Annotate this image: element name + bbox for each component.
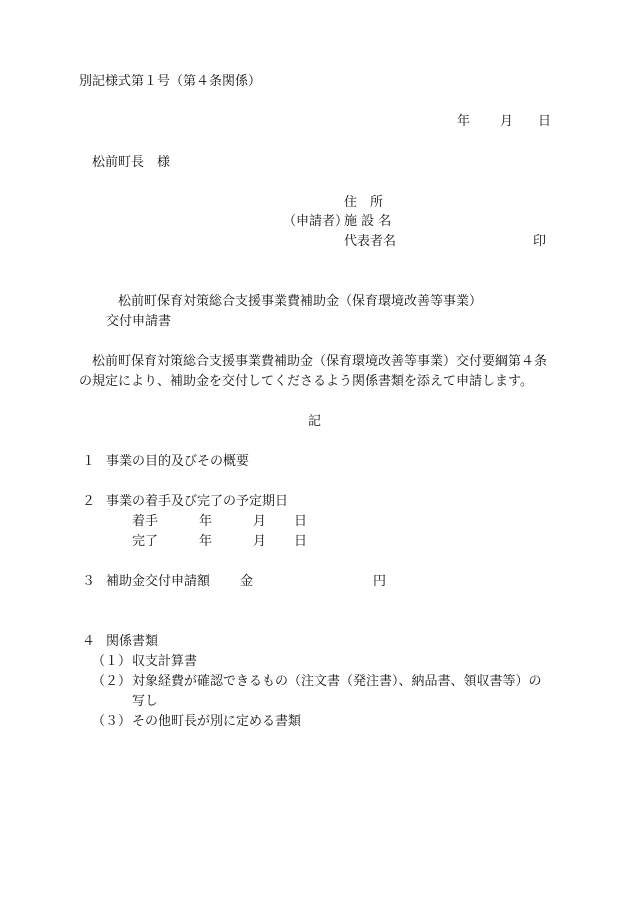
end-day: 日: [294, 534, 308, 549]
applicant-facility-name-label: 施 設 名: [344, 214, 392, 229]
section2-number: ２: [82, 494, 96, 509]
amount-currency: 金: [240, 574, 254, 589]
doc-item1-text: 収支計算書: [132, 654, 198, 669]
start-day: 日: [294, 514, 308, 529]
section4-number: ４: [82, 634, 96, 649]
document-title-line1: 松前町保育対策総合支援事業費補助金（保育環境改善等事業）: [118, 294, 483, 309]
applicant-representative-label: 代表者名: [344, 234, 397, 249]
start-label: 着手: [132, 514, 159, 529]
seal-mark: 印: [533, 234, 547, 249]
date-year: 年: [457, 114, 471, 129]
addressee: 松前町長 様: [92, 155, 171, 170]
form-number: 別記様式第１号（第４条関係）: [79, 74, 262, 89]
end-month: 月: [253, 534, 267, 549]
date-month: 月: [500, 114, 514, 129]
doc-item2-continuation: 写し: [132, 694, 159, 709]
doc-item3-text: その他町長が別に定める書類: [132, 714, 302, 729]
doc-item2-text: 対象経費が確認できるもの（注文書（発注書）、納品書、領収書等）の: [132, 674, 542, 689]
section3-number: ３: [82, 574, 96, 589]
doc-item2-number: （２）: [92, 674, 132, 689]
amount-unit: 円: [373, 574, 387, 589]
start-month: 月: [253, 514, 267, 529]
section1-number: １: [82, 454, 96, 469]
section3-title: 補助金交付申請額: [106, 574, 211, 589]
doc-item3-number: （３）: [92, 714, 132, 729]
end-year: 年: [199, 534, 213, 549]
body-line1: 松前町保育対策総合支援事業費補助金（保育環境改善等事業）交付要綱第４条: [92, 354, 548, 369]
section4-title: 関係書類: [106, 634, 159, 649]
applicant-label: （申請者）: [283, 214, 349, 229]
section1-title: 事業の目的及びその概要: [106, 454, 250, 469]
body-line2: の規定により、補助金を交付してくださるよう関係書類を添えて申請します。: [79, 374, 533, 389]
ki-heading: 記: [308, 414, 322, 429]
section2-title: 事業の着手及び完了の予定期日: [106, 494, 289, 509]
end-label: 完了: [132, 534, 159, 549]
start-year: 年: [199, 514, 213, 529]
doc-item1-number: （１）: [92, 654, 132, 669]
applicant-address-label: 住 所: [344, 195, 384, 210]
date-day: 日: [538, 114, 552, 129]
document-title-line2: 交付申請書: [106, 314, 172, 329]
